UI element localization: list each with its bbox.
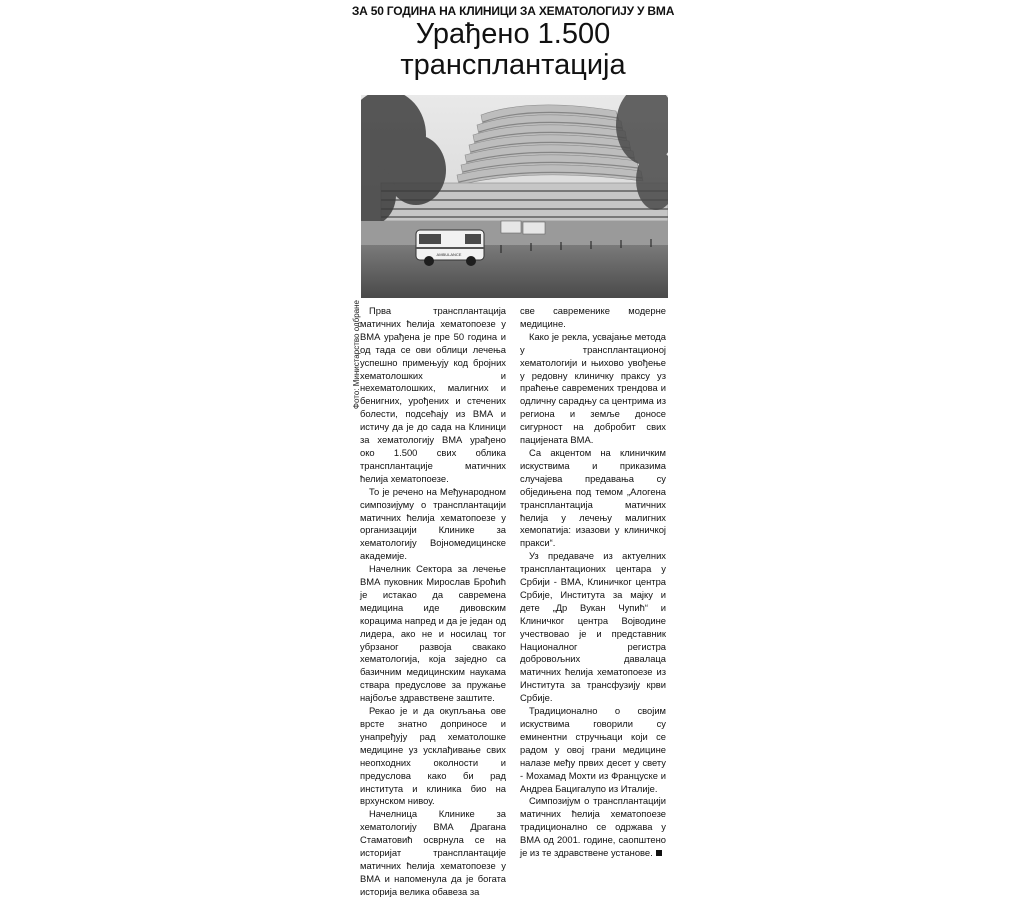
svg-text:AMBULANCE: AMBULANCE bbox=[436, 252, 462, 257]
body-paragraph: То је речено на Међународном симпозијуму о трансплантацији матичних ћелија хематопоезе у организацији Клинике за хематологију Војномедицинске академије. bbox=[360, 485, 506, 562]
body-paragraph: Рекао је и да окупљања ове врсте знатно доприносе и унапређују рад хематолошке медицине уз усклађивање свих неопходних околности и предуслова како би рад института и клиника био на врхунском нивоу. bbox=[360, 705, 506, 807]
body-paragraph: све савременике модерне медицине. bbox=[520, 305, 666, 329]
article-photo bbox=[361, 95, 668, 298]
body-paragraph: Уз предаваче из актуелних трансплантационих центара у Србији - ВМА, Клиничког центра Србије, Института за мајку и дете „Др Вукан Чупић“ и Клиничког центра Војводине учествовао је и представник Националног регистра добровољних давалаца матичних ћелија хематопоезе из Института за трансфузију крви Србије. bbox=[520, 550, 666, 704]
body-paragraph-final bbox=[520, 795, 666, 860]
headline-line-2: трансплантација bbox=[400, 49, 626, 81]
body-paragraph: Начелница Клинике за хематологију ВМА Драгана Стаматовић осврнула се на историјат трансплантације матичних ћелија хематопоезе у ВМА и напоменула да је богата историја велика обавеза за bbox=[360, 808, 506, 897]
article-column-right bbox=[520, 305, 666, 860]
body-paragraph: Са акцентом на клиничким искуствима и приказима случајева предавања су обједињена под темом „Алогена трансплантација матичних ћелија у лечењу малигних хемопатија: изазови у клиничкој пракси“. bbox=[520, 446, 666, 549]
headline-line-1: Урађено 1.500 bbox=[415, 18, 611, 50]
final-paragraph-text: Симпозијум о трансплантацији матичних ћелија хематопоезе традиционално се одржава у ВМА од 2001. године, саопштено је из те здравствене установе. bbox=[520, 795, 666, 859]
body-paragraph: Традиционално о својим искуствима говорили су еминентни стручњаци који се радом у овој грани медицине налазе међу првих десет у свету - Мохамад Мохти из Француске и Андреа Бацигалупо из Италије. bbox=[520, 705, 666, 794]
newspaper-clipping bbox=[350, 0, 676, 897]
body-paragraph: Прва трансплантација матичних ћелија хематопоезе у ВМА урађена је пре 50 година и од тада се ови облици лечења успешно примењују код бројних хематолошких и нехематолошких, малигних и бенигних, урођених и стечених болести, подсећају из ВМА и истичу да је до сада на Клиници за хематологију ВМА урађено око 1.500 свих облика трансплантације матичних ћелија хематопоезе. bbox=[360, 305, 506, 484]
hospital-building-illustration bbox=[361, 95, 668, 298]
photo-credit: Фото: Министарство одбране bbox=[352, 300, 361, 410]
body-paragraph: Како је рекла, усвајање метода у трансплантационој хематологији и њихово увођење у редовну клиничку праксу уз праћење савремених трендова и одличну сарадњу са центрима из региона и земље доносе сигурност на добробит свих пацијената ВМА. bbox=[520, 330, 666, 446]
article-kicker: ЗА 50 ГОДИНА НА КЛИНИЦИ ЗА ХЕМАТОЛОГИЈУ У ВМА bbox=[351, 4, 675, 18]
end-mark-icon bbox=[656, 850, 662, 856]
body-paragraph: Начелник Сектора за лечење ВМА пуковник Мирослав Броћић је истакао да савремена медицина иде дивовским корацима напред и да је један од лидера, ако не и носилац тог убрзаног развоја свакако хематологија, која заједно са базичним медицинским наукама ствара предуслове за пружање најбоље здравствене заштите. bbox=[360, 563, 506, 704]
article-column-left bbox=[360, 305, 506, 899]
article-headline bbox=[350, 19, 676, 81]
